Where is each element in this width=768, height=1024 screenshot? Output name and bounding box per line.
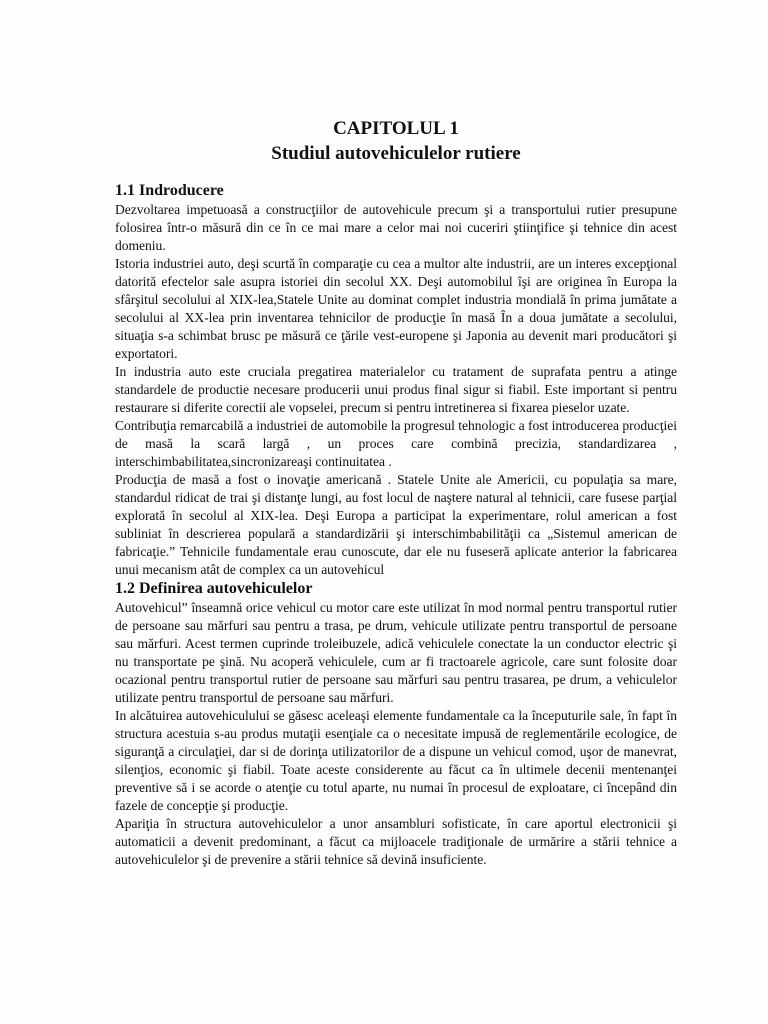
section-heading-introducere: 1.1 Indroducere <box>115 182 224 199</box>
section-heading-definirea: 1.2 Definirea autovehiculelor <box>115 580 313 597</box>
paragraph: Dezvoltarea impetuoasă a construcţiilor de autovehicule precum şi a transportului rutier presupune folosirea într-o măsură din ce în ce mai mare a celor mai noi cuceriri ştiinţifice şi tehnice din acest domeniu. <box>115 202 677 253</box>
paragraph: Producţia de masă a fost o inovaţie americană . Statele Unite ale Americii, cu populaţia sa mare, standardul ridicat de trai şi distanţe lungi, au fost locul de naştere natural al tehnicii, care fusese parţial explorată în secolul al XIX-lea. Deşi Europa a participat la experimentare, rolul american a fost subliniat în descrierea populară a standardizării şi interschimbabilităţii ca „Sistemul american de fabricaţie.” Tehnicile fundamentale erau cunoscute, dar ele nu fuseseră aplicate anterior la fabricarea unui mecanism atât de complex ca un autovehicul <box>115 472 677 577</box>
document-content <box>115 116 677 869</box>
chapter-subtitle: Studiul autovehiculelor rutiere <box>271 143 521 164</box>
paragraph: In alcătuirea autovehiculului se găsesc aceleaşi elemente fundamentale ca la începuturile sale, în fapt în structura acestuia s-au produs mutaţii esenţiale ca o necesitate impusă de reglementările ecologice, de siguranţă a circulaţiei, dar si de dorinţa utilizatorilor de a dispune un vehicul comod, uşor de manevrat, silenţios, economic şi fiabil. Toate aceste considerente au făcut ca în ultimele decenii mentenanţei preventive să i se acorde o atenţie cu totul aparte, nu numai în procesul de exploatare, ci începând din fazele de concepţie şi producţie. <box>115 708 677 813</box>
chapter-title: CAPITOLUL 1 <box>333 118 459 139</box>
paragraph: Contribuţia remarcabilă a industriei de automobile la progresul tehnologic a fost introducerea producţiei de masă la scară largă , un proces care combină precizia, standardizarea , interschimbabilitatea,sincronizareaşi continuitatea . <box>115 418 677 469</box>
paragraph: In industria auto este cruciala pregatirea materialelor cu tratament de suprafata pentru a atinge standardele de productie necesare producerii unui produs final sigur si fiabil. Este important si pentru restaurare si diferite corectii ale vopselei, precum si pentru intretinerea si fixarea pieselor uzate. <box>115 364 677 415</box>
paragraph: Istoria industriei auto, deşi scurtă în comparaţie cu cea a multor alte industrii, are un interes excepţional datorită efectelor sale asupra istoriei din secolul XX. Deşi automobilul îşi are originea în Europa la sfârşitul secolului al XIX-lea,Statele Unite au dominat complet industria mondială în prima jumătate a secolului al XX-lea prin inventarea tehnicilor de producţie în masă În a doua jumătate a secolului, situaţia s-a schimbat brusc pe măsură ce ţările vest-europene şi Japonia au devenit mari producători şi exportatori. <box>115 256 677 361</box>
paragraph: Autovehicul” înseamnă orice vehicul cu motor care este utilizat în mod normal pentru transportul rutier de persoane sau mărfuri sau pentru a trasa, pe drum, vehicule utilizate pentru transportul de persoane sau mărfuri. Acest termen cuprinde troleibuzele, adică vehiculele conectate la un conductor electric şi nu transportate pe şină. Nu acoperă vehiculele, cum ar fi tractoarele agricole, care sunt folosite doar ocazional pentru transportul rutier de persoane sau mărfuri sau pentru trasarea, pe drum, a vehiculelor utilizate pentru transportul de persoane sau mărfuri. <box>115 600 677 705</box>
paragraph: Apariţia în structura autovehiculelor a unor ansambluri sofisticate, în care aportul electronicii şi automaticii a devenit predominant, a făcut ca mijloacele tradiţionale de urmărire a stării tehnice a autovehiculelor şi de prevenire a stării tehnice să devină insuficiente. <box>115 816 677 867</box>
